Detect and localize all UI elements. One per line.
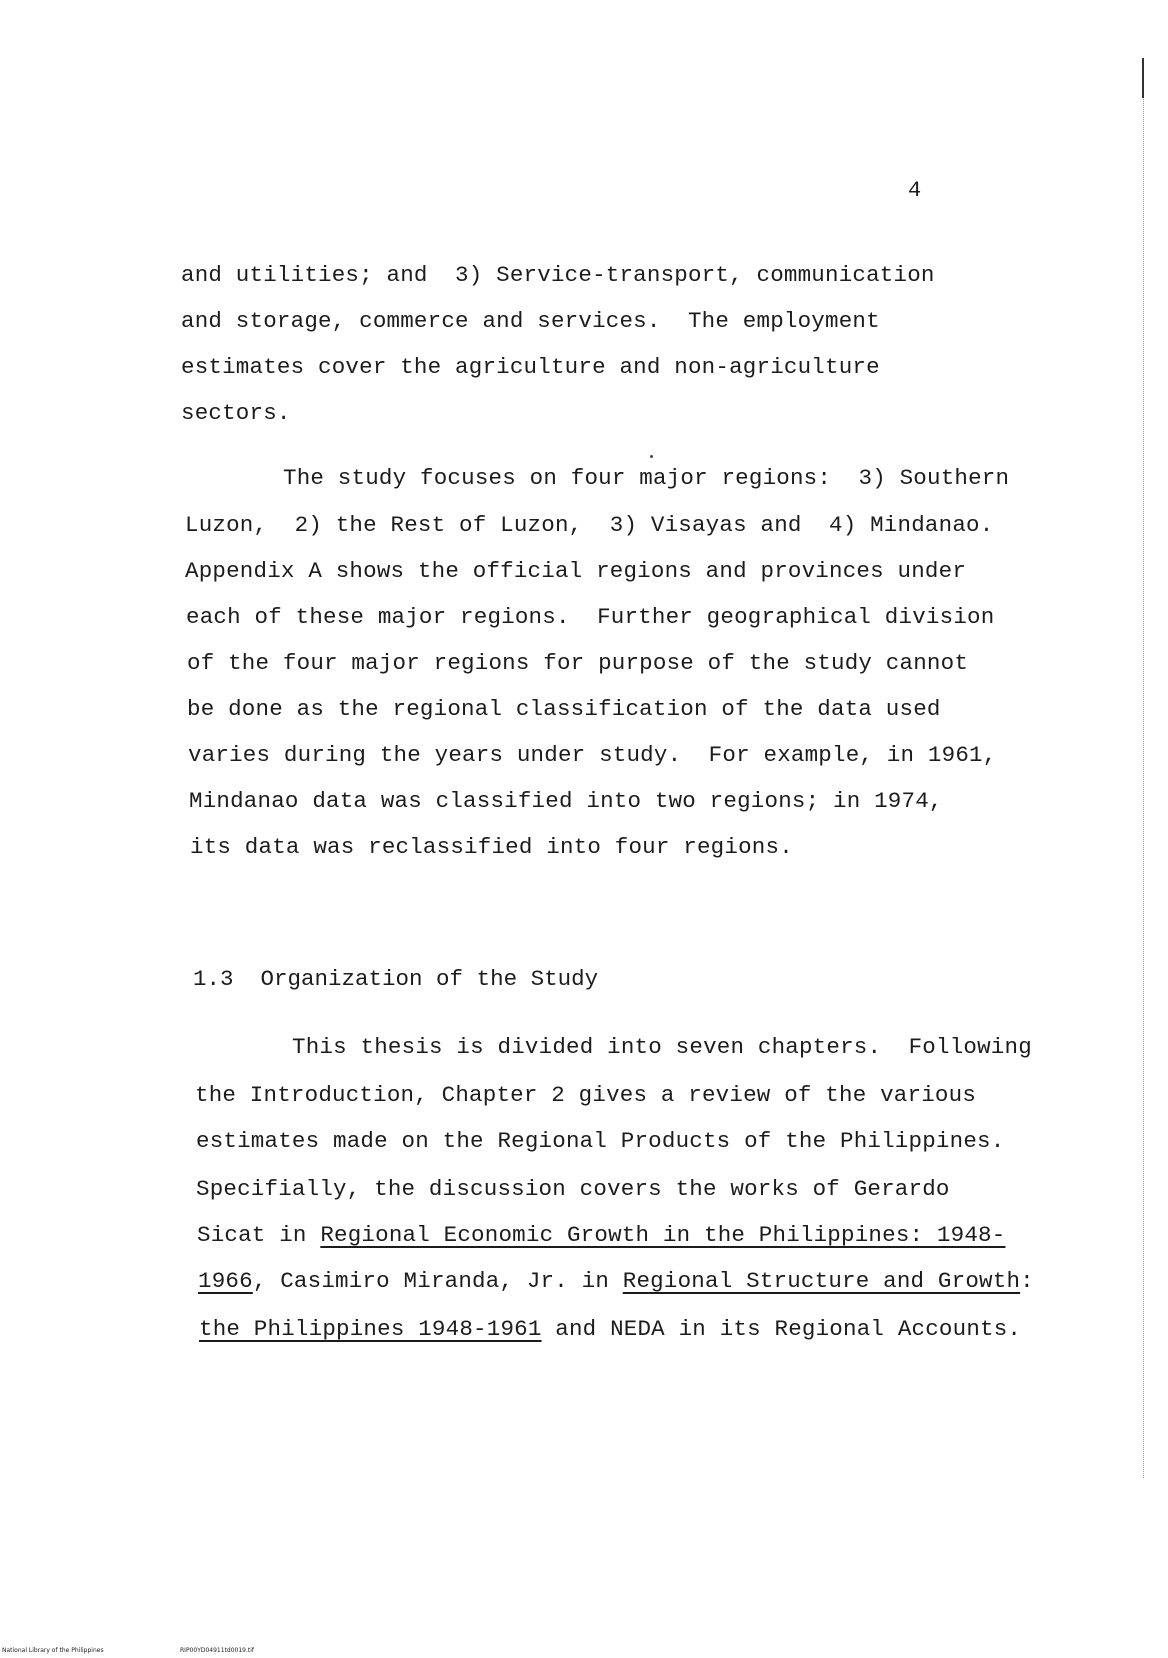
paragraph-2-line-8: Mindanao data was classified into two regions; in 1974,	[189, 788, 943, 814]
cited-title-sicat-year: 1966	[198, 1268, 253, 1294]
paragraph-2-line-4: each of these major regions. Further geographical division	[186, 604, 995, 630]
paragraph-3-line-2: the Introduction, Chapter 2 gives a review of the various	[195, 1082, 977, 1108]
paragraph-2-line-5: of the four major regions for purpose of the study cannot	[187, 650, 969, 676]
cited-title-sicat: Regional Economic Growth in the Philippines: 1948-	[320, 1222, 1006, 1248]
section-title: Organization of the Study	[260, 966, 599, 992]
paragraph-2-line-1: The study focuses on four major regions: 3) Southern	[283, 465, 1010, 491]
paragraph-2-line-9: its data was reclassified into four regions.	[190, 834, 793, 860]
paragraph-2-line-6: be done as the regional classification of the data used	[187, 696, 941, 722]
paragraph-1-line-3: estimates cover the agriculture and non-agriculture	[181, 354, 880, 380]
line-6-colon: :	[1020, 1268, 1034, 1294]
scan-speck	[650, 455, 653, 458]
paragraph-3-line-3: estimates made on the Regional Products of the Philippines.	[196, 1128, 1005, 1154]
paragraph-3-line-5	[197, 1222, 1005, 1248]
line-5-text: Sicat in	[197, 1222, 321, 1248]
cited-title-miranda-years: the Philippines 1948-1961	[199, 1316, 542, 1342]
paragraph-3-line-4: Specifially, the discussion covers the works of Gerardo	[196, 1176, 950, 1202]
cited-title-miranda: Regional Structure and Growth	[622, 1268, 1021, 1294]
paragraph-3-line-6	[198, 1268, 1034, 1294]
paragraph-2-line-7: varies during the years under study. For example, in 1961,	[188, 742, 997, 768]
paragraph-1-line-2: and storage, commerce and services. The employment	[181, 308, 880, 334]
paragraph-1-line-1: and utilities; and 3) Service-transport, communication	[181, 262, 935, 288]
paragraph-2-line-3: Appendix A shows the official regions and provinces under	[185, 558, 967, 584]
section-number: 1.3	[193, 966, 234, 992]
paragraph-2-line-2: Luzon, 2) the Rest of Luzon, 3) Visayas and 4) Mindanao.	[185, 512, 994, 538]
line-7-text: and NEDA in its Regional Accounts.	[541, 1316, 1022, 1342]
paragraph-3-line-1: This thesis is divided into seven chapters. Following	[292, 1034, 1032, 1060]
footer-library-stamp: National Library of the Philippines	[2, 1647, 104, 1654]
line-6-text: , Casimiro Miranda, Jr. in	[252, 1268, 623, 1294]
paragraph-3-line-7	[199, 1316, 1021, 1342]
page-number: 4	[908, 178, 922, 203]
paragraph-1-line-4: sectors.	[181, 400, 291, 426]
footer-file-id: RIP00YD04911td0019.tif	[180, 1647, 255, 1654]
section-heading	[193, 966, 598, 992]
scan-edge-line	[1143, 58, 1144, 1478]
scan-edge-mark	[1142, 58, 1144, 98]
